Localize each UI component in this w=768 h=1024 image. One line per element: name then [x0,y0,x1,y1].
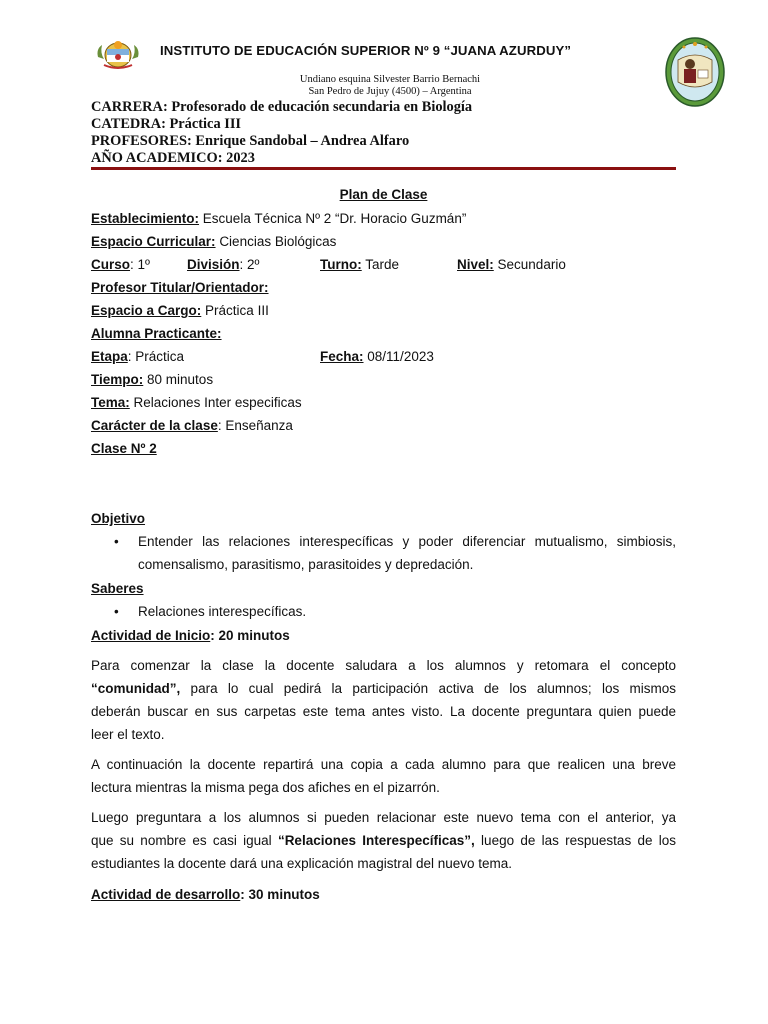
etapa-row [91,348,676,365]
espacio-curricular-value: Ciencias Biológicas [219,234,337,249]
relaciones-term: “Relaciones Interespecíficas”, [277,833,475,848]
inicio-duration: : 20 minutos [210,628,290,643]
inicio-paragraph-1 [91,654,676,746]
curso-value: : 1º [130,257,150,272]
inicio-p3-line-1: Luego preguntara a los alumnos si pueden relacionar este nuevo tema con el anterior, ya [91,810,676,825]
desarrollo-heading [91,886,320,903]
tiempo-value: 80 minutos [147,372,214,387]
inicio-heading [91,627,290,644]
address-line-1: Undiano esquina Silvester Barrio Bernachi [299,74,481,85]
tiempo-label: Tiempo: [91,372,144,387]
plan-title: Plan de Clase [339,187,428,202]
inicio-p3-line-2 [91,829,676,852]
profesores-label: PROFESORES: [91,133,192,149]
inicio-p1-line-2-text: para lo cual pedirá la participación activa de los alumnos; los mismos [180,681,676,696]
tema-label: Tema: [91,395,130,410]
inicio-p3-line-3: estudiantes la docente dará una explicación magistral del nuevo tema. [91,856,513,871]
header-divider [91,167,676,170]
institute-seal-icon [664,36,726,108]
coat-of-arms-icon [94,39,142,71]
catedra-value: Práctica III [169,116,242,132]
objetivo-line-1: Entender las relaciones interespecíficas y poder diferenciar mutualismo, simbiosis, [138,534,676,549]
inicio-p1-line-2 [91,677,676,700]
etapa-value: : Práctica [127,349,185,364]
bullet-icon: • [114,604,119,619]
fecha-label: Fecha: [320,349,364,364]
inicio-p3-line-2-b: luego de las respuestas de los [474,833,676,848]
inicio-p2-line-2: lectura mientras la misma pega dos afiches en el pizarrón. [91,780,440,795]
espacio-curricular-label: Espacio Curricular: [91,234,216,249]
tema-row [91,394,302,411]
establecimiento-label: Establecimiento: [91,211,200,226]
catedra-label: CATEDRA: [91,116,166,132]
tiempo-row [91,371,213,388]
division-value: : 2º [239,257,260,272]
address-line-2: San Pedro de Jujuy (4500) – Argentina [308,86,472,97]
inicio-p1-line-1: Para comenzar la clase la docente saludara a los alumnos y retomara el concepto [91,658,676,673]
alumna-label: Alumna Practicante: [91,326,222,341]
turno-value: Tarde [365,257,400,272]
saberes-heading-text: Saberes [91,581,144,596]
caracter-label: Carácter de la clase [91,418,218,433]
objetivo-line-2: comensalismo, parasitismo, parasitoides y depredación. [138,557,474,572]
inicio-heading-text: Actividad de Inicio [91,628,211,643]
comunidad-term: “comunidad”, [91,681,181,696]
profesores-value: Enrique Sandobal – Andrea Alfaro [195,133,410,149]
institute-title: INSTITUTO DE EDUCACIÓN SUPERIOR Nº 9 “JUANA AZURDUY” [160,43,572,58]
etapa-label: Etapa [91,349,128,364]
carrera-label: CARRERA: [91,99,168,115]
curso-label: Curso [91,257,131,272]
course-info-block [91,99,681,167]
anio-label: AÑO ACADEMICO: [91,150,223,166]
clase-row [91,440,157,457]
inicio-p1-line-4: leer el texto. [91,727,165,742]
establecimiento-value: Escuela Técnica Nº 2 “Dr. Horacio Guzmán” [202,211,467,226]
objetivo-heading [91,510,145,527]
carrera-value: Profesorado de educación secundaria en Biología [171,99,473,115]
bullet-icon: • [114,534,119,549]
inicio-paragraph-3 [91,806,676,875]
saberes-bullet: Relaciones interespecíficas. [138,604,307,619]
desarrollo-heading-text: Actividad de desarrollo [91,887,241,902]
anio-value: 2023 [226,150,255,166]
curso-row [91,256,676,273]
saberes-heading [91,580,144,597]
espacio-cargo-row [91,302,269,319]
profesor-row [91,279,269,296]
tema-value: Relaciones Inter especificas [133,395,302,410]
nivel-label: Nivel: [457,257,494,272]
clase-label: Clase Nº 2 [91,441,157,456]
espacio-curricular-row [91,233,336,250]
division-label: División [187,257,240,272]
espacio-cargo-value: Práctica III [205,303,269,318]
desarrollo-duration: : 30 minutos [240,887,320,902]
objetivo-heading-text: Objetivo [91,511,146,526]
inicio-p1-line-3: deberán buscar en sus carpetas este tema antes visto. La docente preguntara quien puede [91,704,676,719]
caracter-row [91,417,293,434]
establecimiento-row [91,210,466,227]
objetivo-bullet [138,530,676,576]
inicio-paragraph-2 [91,753,676,799]
inicio-p3-line-2-a: que su nombre es casi igual [91,833,278,848]
turno-label: Turno: [320,257,362,272]
espacio-cargo-label: Espacio a Cargo: [91,303,202,318]
nivel-value: Secundario [497,257,566,272]
inicio-p2-line-1: A continuación la docente repartirá una copia a cada alumno para que realicen una breve [91,757,676,772]
caracter-value: : Enseñanza [217,418,293,433]
profesor-label: Profesor Titular/Orientador: [91,280,269,295]
alumna-row [91,325,222,342]
fecha-value: 08/11/2023 [367,349,434,364]
